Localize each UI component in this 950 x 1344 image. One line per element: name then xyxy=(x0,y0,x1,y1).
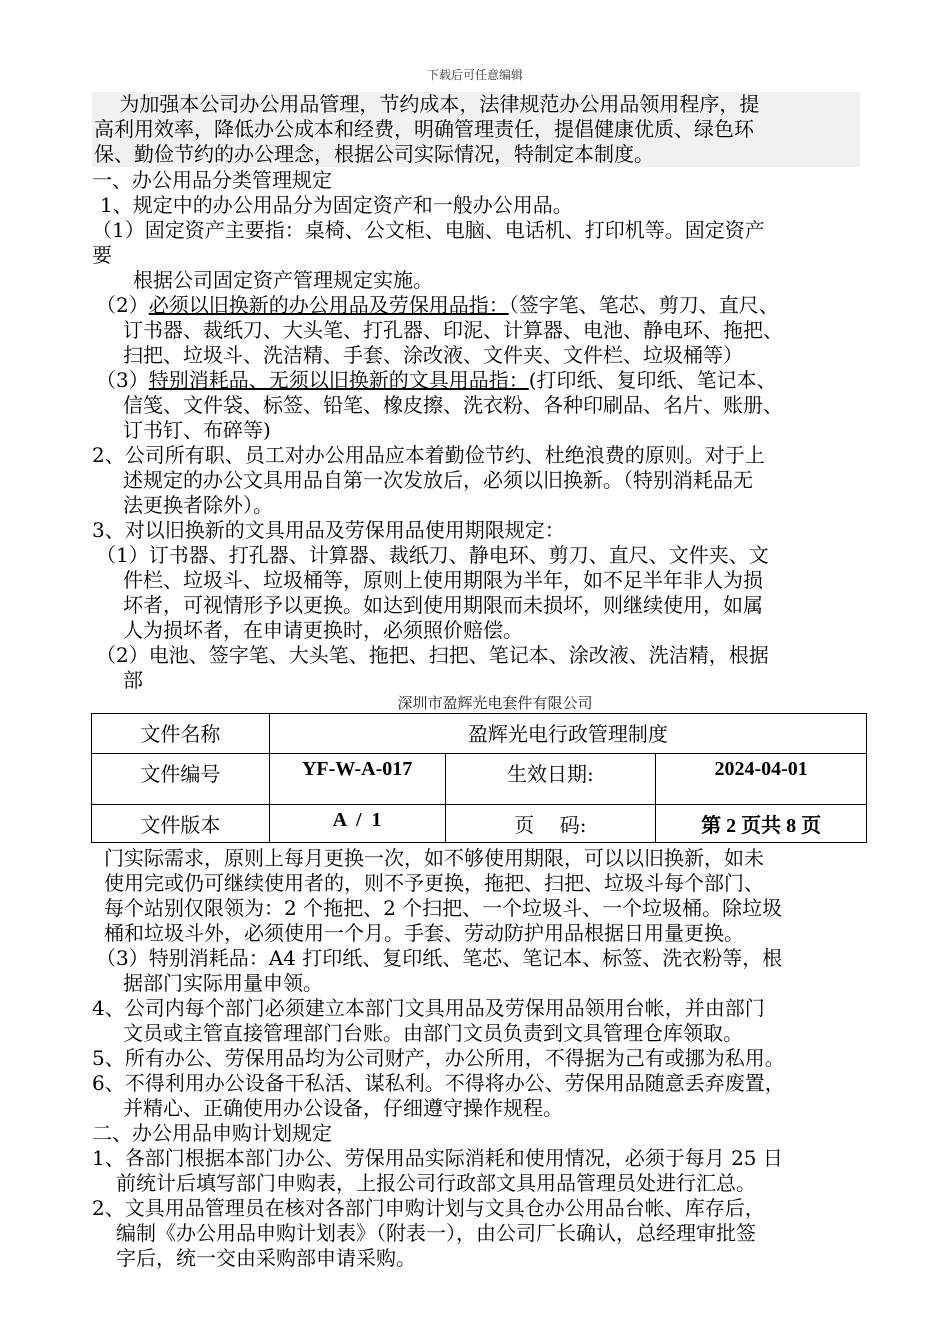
intro-line: 为加强本公司办公用品管理，节约成本，法律规范办公用品领用程序，提 xyxy=(94,92,760,116)
text-line: 2、公司所有职、员工对办公用品应本着勤俭节约、杜绝浪费的原则。对于上 xyxy=(92,443,765,467)
text-line: 法更换者除外）。 xyxy=(123,493,273,517)
text-line: 前统计后填写部门申购表，上报公司行政部文具用品管理员处进行汇总。 xyxy=(116,1171,756,1195)
section1-item1-2 xyxy=(96,293,783,368)
text-line: （2）电池、签字笔、大头笔、拖把、扫把、笔记本、涂改液、洗洁精，根据 xyxy=(96,643,769,667)
text-line: 编制《办公用品申购计划表》（附表一），由公司厂长确认，总经理审批签 xyxy=(116,1221,756,1245)
section1-item1: 1、规定中的办公用品分为固定资产和一般办公用品。 xyxy=(100,193,573,217)
continued-paragraph xyxy=(104,846,782,946)
table-row xyxy=(92,805,867,843)
doc-number-label: 文件编号 xyxy=(92,754,270,805)
text-line: 门实际需求，原则上每月更换一次，如不够使用期限，可以以旧换新，如未 xyxy=(104,846,764,870)
item-prefix: （3） xyxy=(96,368,149,392)
intro-line: 保、勤俭节约的办公理念，根据公司实际情况，特制定本制度。 xyxy=(94,142,654,166)
section1-item1-1 xyxy=(92,218,765,293)
section1-item1-3 xyxy=(96,368,783,443)
text-line: 6、不得利用办公设备干私活、谋私利。不得将办公、劳保用品随意丢弃废置， xyxy=(92,1071,785,1095)
doc-name-value: 盈辉光电行政管理制度 xyxy=(269,714,866,754)
section1-item3-1 xyxy=(96,543,769,643)
effective-date-value: 2024-04-01 xyxy=(656,754,867,805)
text-line: 根据公司固定资产管理规定实施。 xyxy=(133,268,433,292)
text-line: 述规定的办公文具用品自第一次发放后，必须以旧换新。（特别消耗品无 xyxy=(123,468,753,492)
item-rest: （签字笔、笔芯、剪刀、直尺、 xyxy=(508,293,779,317)
document-info-table xyxy=(91,713,867,843)
section1-item6 xyxy=(92,1071,785,1121)
company-name: 深圳市盈辉光电套件有限公司 xyxy=(397,694,593,712)
section2-item1 xyxy=(92,1146,783,1196)
text-line: 4、公司内每个部门必须建立本部门文具用品及劳保用品领用台帐，并由部门 xyxy=(92,996,765,1020)
header-note: 下载后可任意编辑 xyxy=(426,68,523,82)
section1-item5: 5、所有办公、劳保用品均为公司财产，办公所用，不得据为己有或挪为私用。 xyxy=(92,1046,785,1070)
section1-item3-2 xyxy=(96,643,769,693)
text-line: （1）固定资产主要指：桌椅、公文柜、电脑、电话机、打印机等。固定资产 xyxy=(92,218,765,242)
section1-item3-3 xyxy=(96,946,782,996)
text-line: 使用完或仍可继续使用者的，则不予更换，拖把、扫把、垃圾斗每个部门、 xyxy=(104,871,764,895)
doc-version-label: 文件版本 xyxy=(92,805,270,843)
text-line: 扫把、垃圾斗、洗洁精、手套、涂改液、文件夹、文件栏、垃圾桶等） xyxy=(123,343,743,367)
text-line: 每个站别仅限领为：2 个拖把、2 个扫把、一个垃圾斗、一个垃圾桶。除垃圾 xyxy=(104,896,783,920)
table-row xyxy=(92,714,867,754)
text-line: 件栏、垃圾斗、垃圾桶等，原则上使用期限为半年，如不足半年非人为损 xyxy=(123,568,763,592)
text-line: 字后，统一交由采购部申请采购。 xyxy=(116,1246,416,1270)
text-line: 坏者，可视情形予以更换。如达到使用期限而未损坏，则继续使用，如属 xyxy=(123,593,763,617)
text-line xyxy=(96,368,783,393)
text-line: 要 xyxy=(92,243,112,267)
text-line: 部 xyxy=(123,668,143,692)
page-label: 页 码: xyxy=(445,805,656,843)
text-line: 人为损坏者，在申请更换时，必须照价赔偿。 xyxy=(123,618,523,642)
text-line: 1、各部门根据本部门办公、劳保用品实际消耗和使用情况，必须于每月 25 日 xyxy=(92,1146,783,1170)
text-line: 订书器、裁纸刀、大头笔、打孔器、印泥、计算器、电池、静电环、拖把、 xyxy=(123,318,783,342)
text-line: 桶和垃圾斗外，必须使用一个月。手套、劳动防护用品根据日用量更换。 xyxy=(104,921,744,945)
item-rest: (打印纸、复印纸、笔记本、 xyxy=(528,368,777,392)
section1-item2 xyxy=(92,443,765,518)
text-line: 订书钉、布碎等) xyxy=(123,418,271,442)
intro-line: 高利用效率，降低办公成本和经费，明确管理责任，提倡健康优质、绿色环 xyxy=(94,117,754,141)
text-line: （1）订书器、打孔器、计算器、裁纸刀、静电环、剪刀、直尺、文件夹、文 xyxy=(96,543,769,567)
text-line: （3）特别消耗品：A4 打印纸、复印纸、笔芯、笔记本、标签、洗衣粉等，根 xyxy=(96,946,783,970)
item-prefix: （2） xyxy=(96,293,149,317)
section1-item3: 3、对以旧换新的文具用品及劳保用品使用期限规定： xyxy=(92,518,565,542)
text-line: 据部门实际用量申领。 xyxy=(123,971,323,995)
page-number-value: 第 2 页共 8 页 xyxy=(656,805,867,843)
section1-item4 xyxy=(92,996,765,1046)
text-line: 并精心、正确使用办公设备，仔细遵守操作规程。 xyxy=(123,1096,563,1120)
text-line: 信笺、文件袋、标签、铅笔、橡皮擦、洗衣粉、各种印刷品、名片、账册、 xyxy=(123,393,783,417)
text-line: 文员或主管直接管理部门台账。由部门文员负责到文具管理仓库领取。 xyxy=(123,1021,743,1045)
section2-item2 xyxy=(92,1196,765,1271)
section2-heading: 二、办公用品申购计划规定 xyxy=(92,1121,332,1145)
doc-number-value: YF-W-A-017 xyxy=(269,754,445,805)
table-row xyxy=(92,754,867,805)
underlined-term: 必须以旧换新的办公用品及劳保用品指： xyxy=(148,293,509,317)
text-line xyxy=(96,293,783,318)
section1-heading: 一、办公用品分类管理规定 xyxy=(92,168,332,192)
intro-paragraph xyxy=(92,92,860,167)
doc-name-label: 文件名称 xyxy=(92,714,270,754)
underlined-term: 特别消耗品、无须以旧换新的文具用品指： xyxy=(148,368,529,392)
text-line: 2、文具用品管理员在核对各部门申购计划与文具仓办公用品台帐、库存后， xyxy=(92,1196,765,1220)
effective-date-label: 生效日期: xyxy=(445,754,656,805)
doc-version-value: A / 1 xyxy=(269,805,445,843)
